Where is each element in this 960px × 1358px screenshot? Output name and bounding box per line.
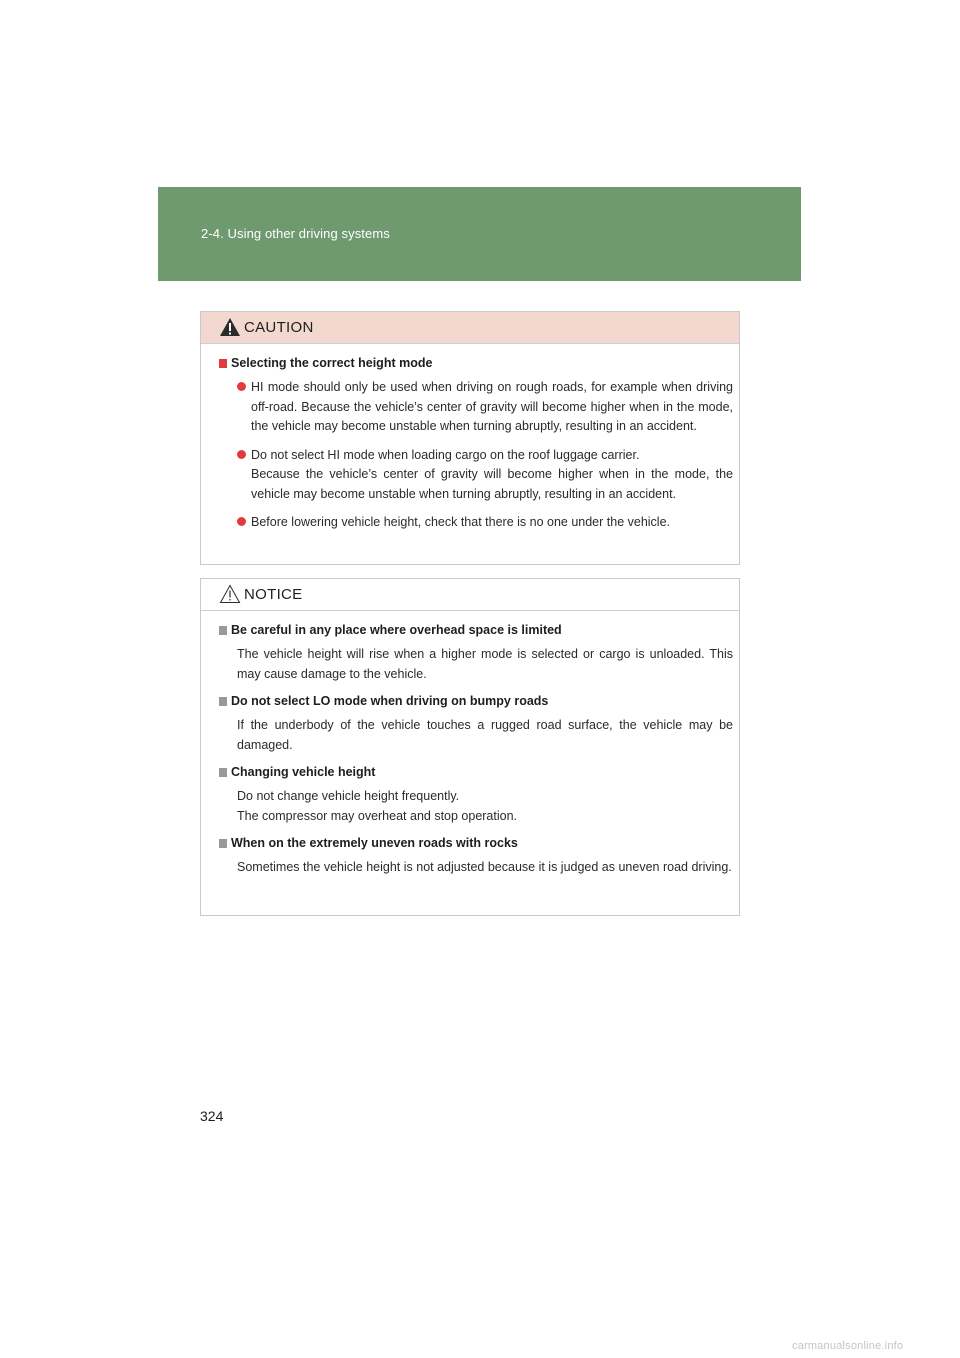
caution-bullet-text	[251, 446, 733, 505]
caution-subheading	[219, 356, 733, 370]
notice-paragraph	[237, 787, 733, 826]
notice-subheading	[219, 623, 733, 637]
caution-header	[201, 312, 739, 344]
round-bullet-icon	[237, 382, 246, 391]
notice-header	[201, 579, 739, 611]
caution-bullet	[237, 513, 733, 533]
square-bullet-icon	[219, 626, 227, 635]
notice-paragraph: If the underbody of the vehicle touches a rugged road surface, the vehicle may be damaged.	[237, 718, 733, 752]
square-bullet-icon	[219, 768, 227, 777]
notice-subheading	[219, 765, 733, 779]
caution-bullet-text: Before lowering vehicle height, check that there is no one under the vehicle.	[251, 515, 671, 529]
notice-heading-text: Changing vehicle height	[231, 765, 376, 779]
square-bullet-icon	[219, 359, 227, 368]
watermark-text[interactable]: carmanualsonline.info	[792, 1340, 904, 1352]
caution-heading-text: Selecting the correct height mode	[231, 356, 433, 370]
notice-heading-text: Do not select LO mode when driving on bumpy roads	[231, 694, 549, 708]
warning-triangle-icon	[219, 317, 241, 337]
notice-paragraph-line: The compressor may overheat and stop operation.	[237, 808, 518, 823]
caution-bullet-line: Because the vehicle’s center of gravity will become higher when in the mode, the vehicle may become unstable when turning abruptly, resulting in an accident.	[251, 467, 733, 501]
caution-bullet-line: Do not select HI mode when loading cargo on the roof luggage carrier.	[251, 447, 640, 462]
notice-body	[201, 611, 739, 878]
notice-box	[200, 578, 740, 916]
section-title: 2-4. Using other driving systems	[201, 226, 390, 241]
notice-subheading	[219, 694, 733, 708]
caution-body	[201, 344, 739, 533]
notice-paragraph: The vehicle height will rise when a higher mode is selected or cargo is unloaded. This may cause damage to the vehicle.	[237, 647, 733, 681]
caution-bullet-text: HI mode should only be used when driving on rough roads, for example when driving off-road. Because the vehicle’s center of gravity will become higher when in the mode, the vehicle may become unstable when turning abruptly, resulting in an accident.	[251, 380, 733, 433]
header-band	[158, 187, 801, 281]
round-bullet-icon	[237, 517, 246, 526]
caution-bullet	[237, 446, 733, 505]
square-bullet-icon	[219, 697, 227, 706]
page-number: 324	[200, 1108, 224, 1124]
caution-box	[200, 311, 740, 565]
round-bullet-icon	[237, 450, 246, 459]
caution-label: CAUTION	[244, 319, 314, 336]
notice-paragraph: Sometimes the vehicle height is not adjusted because it is judged as uneven road driving.	[237, 860, 732, 874]
caution-bullet	[237, 378, 733, 437]
notice-label: NOTICE	[244, 586, 303, 603]
square-bullet-icon	[219, 839, 227, 848]
notice-heading-text: Be careful in any place where overhead space is limited	[231, 623, 562, 637]
notice-paragraph-line: Do not change vehicle height frequently.	[237, 789, 460, 803]
notice-subheading	[219, 836, 733, 850]
warning-triangle-outline-icon	[219, 584, 241, 604]
notice-heading-text: When on the extremely uneven roads with rocks	[231, 836, 518, 850]
